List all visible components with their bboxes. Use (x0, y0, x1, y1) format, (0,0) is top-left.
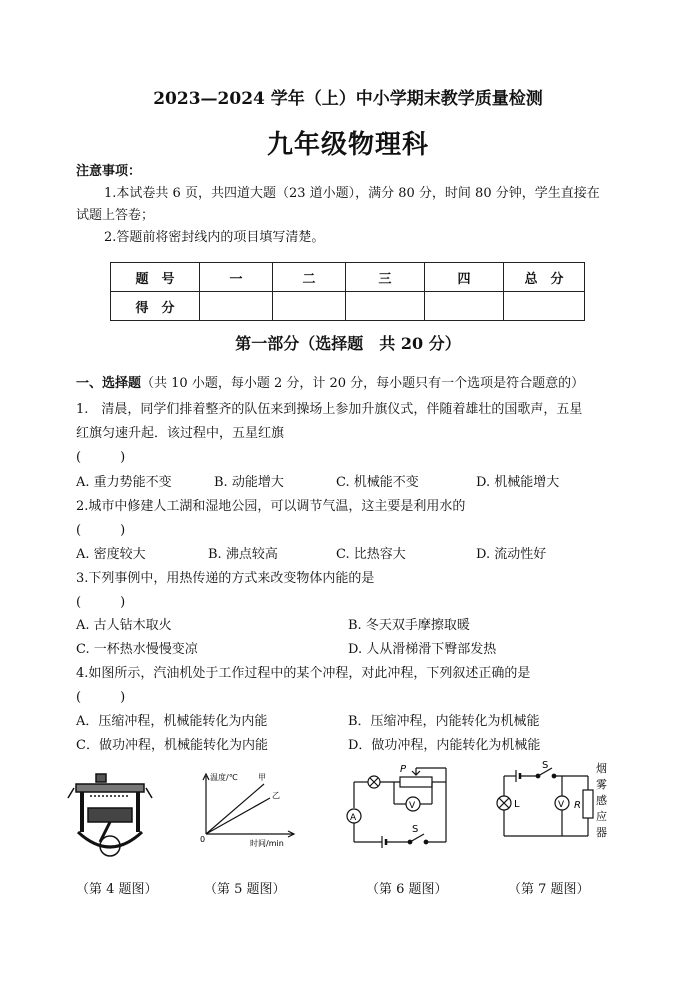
cylinder-head (76, 784, 144, 792)
question-3-option-c: C. 一杯热水慢慢变凉 (76, 642, 198, 657)
question-3-answer-blank: ( ) (76, 595, 126, 610)
notes-item-1-line-2: 试题上答卷； (76, 208, 155, 223)
score-cell (200, 292, 273, 321)
question-4-option-d: D．做功冲程，内能转化为机械能 (348, 738, 541, 753)
sensor-label-char: 感 (596, 794, 607, 807)
score-table-header-cell: 总 分 (504, 263, 585, 292)
question-4-option-c: C．做功冲程，机械能转化为内能 (76, 738, 268, 753)
origin-label: 0 (200, 835, 206, 844)
series-a-line (206, 784, 264, 834)
figure-5-caption: （第 5 题图） (204, 882, 286, 897)
question-1-answer-blank: ( ) (76, 450, 126, 465)
score-table-header-cell: 二 (273, 263, 346, 292)
question-2-option-a: A. 密度较大 (76, 547, 146, 562)
lamp-cross (370, 778, 378, 786)
figure-5-temperature-graph (192, 768, 302, 858)
figure-4-caption: （第 4 题图） (76, 882, 158, 897)
lamp-label: L (514, 799, 520, 810)
sensor-label-char: 烟 (596, 762, 607, 775)
notes-item-1-line-1: 1.本试卷共 6 页，共四道大题（23 道小题），满分 80 分，时间 80 分钟，学生直接在 (104, 186, 600, 201)
rheostat (400, 777, 432, 787)
voltmeter-label: V (409, 801, 416, 811)
score-cell (346, 292, 425, 321)
question-1-option-d: D. 机械能增大 (476, 475, 560, 490)
question-3-stem: 3.下列事例中，用热传递的方式来改变物体内能的是 (76, 571, 375, 586)
question-2-option-b: B. 沸点较高 (208, 547, 278, 562)
question-4-option-b: B．压缩冲程，内能转化为机械能 (348, 714, 540, 729)
score-table (110, 262, 585, 321)
score-table-header-cell: 三 (346, 263, 425, 292)
score-cell (425, 292, 504, 321)
figure-7-circuit (490, 756, 610, 856)
rheostat-slider (412, 768, 420, 775)
ammeter-label: A (350, 813, 357, 823)
series-a-label: 甲 (258, 773, 266, 782)
series-b-line (206, 798, 270, 834)
y-axis-label: 温度/℃ (210, 773, 238, 782)
part-heading (76, 372, 584, 391)
score-table-header-row (111, 263, 585, 292)
notes-heading: 注意事项： (76, 164, 142, 179)
question-1-option-b: B. 动能增大 (214, 475, 284, 490)
score-cell (504, 292, 585, 321)
score-table-score-row (111, 292, 585, 321)
sensor-label-char: 应 (596, 810, 607, 823)
question-4-option-a: A．压缩冲程，机械能转化为内能 (76, 714, 268, 729)
subject-title: 九年级物理科 (266, 130, 429, 160)
section-title: 第一部分（选择题 共 20 分） (235, 334, 461, 353)
question-1-option-a: A. 重力势能不变 (76, 475, 172, 490)
notes-item-2: 2.答题前将密封线内的项目填写清楚。 (104, 230, 325, 245)
figure-4-engine-diagram (66, 770, 156, 860)
part-description: （共 10 小题，每小题 2 分，计 20 分，每小题只有一个选项是符合题意的） (141, 376, 585, 391)
figure-7-caption: （第 7 题图） (508, 882, 590, 897)
exam-title: 2023—2024 学年（上）中小学期末教学质量检测 (153, 89, 543, 109)
score-cell (273, 292, 346, 321)
rheostat-label: P (400, 764, 407, 775)
score-table-header-cell: 题 号 (111, 263, 200, 292)
sensor-label-char: 雾 (596, 778, 607, 791)
crankcase (78, 832, 142, 847)
switch-label: S (412, 824, 419, 835)
figure-6-caption: （第 6 题图） (366, 882, 448, 897)
question-4-stem: 4.如图所示，汽油机处于工作过程中的某个冲程，对此冲程，下列叙述正确的是 (76, 666, 531, 681)
question-2-answer-blank: ( ) (76, 523, 126, 538)
connecting-rod (100, 822, 110, 842)
voltmeter-label: V (558, 800, 565, 810)
score-table-header-cell: 四 (425, 263, 504, 292)
sensor-resistor (583, 790, 593, 818)
sensor-label-char: 器 (596, 826, 607, 839)
question-2-option-c: C. 比热容大 (336, 547, 406, 562)
switch-blade (410, 834, 424, 842)
question-1-stem-line-1: 1. 清晨，同学们排着整齐的队伍来到操场上参加升旗仪式，伴随着雄壮的国歌声，五星 (76, 402, 583, 417)
question-3-option-b: B. 冬天双手摩擦取暖 (348, 618, 470, 633)
x-axis-label: 时间/min (250, 839, 284, 848)
spark-plug (96, 774, 106, 782)
series-b-label: 乙 (272, 791, 280, 800)
question-1-option-c: C. 机械能不变 (336, 475, 419, 490)
question-2-option-d: D. 流动性好 (476, 547, 547, 562)
question-4-answer-blank: ( ) (76, 690, 126, 705)
switch-label: S (542, 760, 549, 771)
question-2-stem: 2.城市中修建人工湖和湿地公园，可以调节气温，这主要是利用水的 (76, 499, 466, 514)
question-3-option-a: A. 古人钻木取火 (76, 618, 172, 633)
score-table-header-cell: 一 (200, 263, 273, 292)
figure-6-circuit (346, 760, 468, 856)
question-1-stem-line-2: 红旗匀速升起．该过程中，五星红旗 (76, 426, 285, 441)
question-3-option-d: D. 人从滑梯滑下臀部发热 (348, 642, 497, 657)
resistor-label: R (574, 800, 581, 811)
score-table-row-label: 得 分 (111, 292, 200, 321)
piston (88, 808, 132, 822)
lamp-cross (499, 798, 509, 808)
part-label: 一、选择题 (76, 376, 142, 391)
